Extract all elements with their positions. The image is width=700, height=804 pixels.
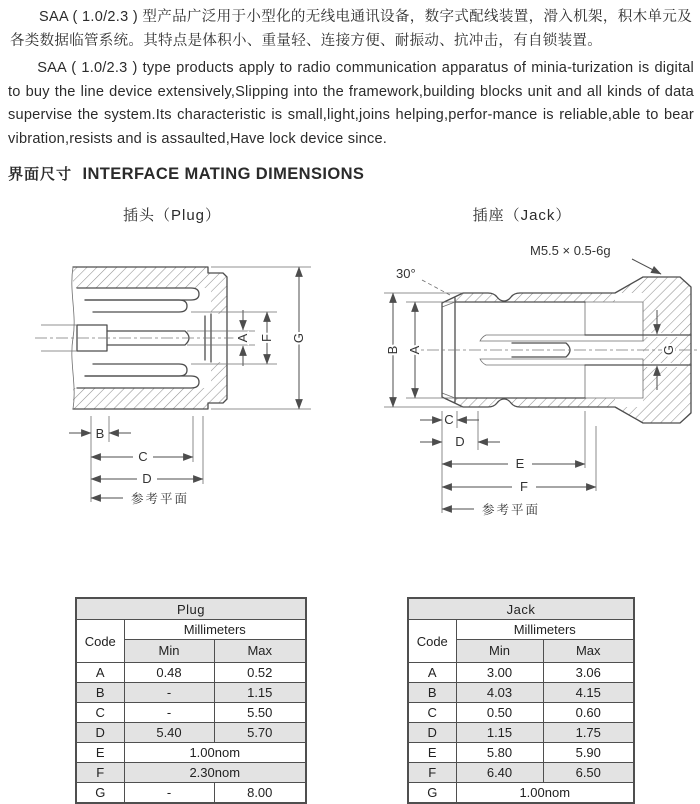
row-code: B [408, 683, 456, 703]
plug-table-title: Plug [76, 598, 306, 620]
plug-dim-label-d: D [142, 471, 152, 486]
row-nominal-value: 1.00nom [456, 783, 634, 804]
table-row [76, 703, 306, 723]
jack-dim-label-b: B [385, 345, 400, 355]
table-row [408, 783, 634, 804]
row-max: 8.00 [214, 783, 306, 804]
plug-outer-contact-top [77, 288, 199, 300]
plug-dimensions [69, 267, 311, 506]
row-max: 0.52 [214, 663, 306, 683]
row-max: 1.15 [214, 683, 306, 703]
jack-insulator-crosshatch-top [585, 302, 643, 335]
plug-dim-label-c: C [138, 449, 148, 464]
plug-dim-label-g: G [291, 332, 306, 344]
row-min: 6.40 [456, 763, 543, 783]
jack-table-header-unit: Millimeters [456, 620, 634, 640]
table-row [76, 683, 306, 703]
row-code: E [408, 743, 456, 763]
row-code: C [76, 703, 124, 723]
plug-outer-contact-bottom [77, 376, 199, 388]
row-code: D [76, 723, 124, 743]
row-max: 0.60 [543, 703, 634, 723]
table-row [76, 743, 306, 763]
row-code: C [408, 703, 456, 723]
jack-dim-label-a: A [407, 345, 422, 355]
table-row [408, 763, 634, 783]
jack-angle-label: 30° [396, 266, 416, 281]
plug-drawing-title: 插头（Plug） [122, 207, 222, 224]
jack-table-title: Jack [408, 598, 634, 620]
jack-table-header-max: Max [543, 640, 634, 663]
plug-inner-sleeve-top [85, 300, 187, 312]
row-max: 4.15 [543, 683, 634, 703]
table-row [76, 723, 306, 743]
jack-thread-callout: M5.5 × 0.5-6g [530, 243, 611, 258]
jack-contact-finger-top [480, 335, 643, 341]
row-code: B [76, 683, 124, 703]
jack-table-header-code: Code [408, 620, 456, 663]
jack-body [406, 277, 698, 423]
plug-shell-hatch-top [73, 267, 227, 314]
jack-table-header-min: Min [456, 640, 543, 663]
row-code: F [408, 763, 456, 783]
jack-dim-label-f: F [520, 479, 528, 494]
row-code: A [408, 663, 456, 683]
row-min: 5.40 [124, 723, 214, 743]
jack-annotations [396, 243, 661, 295]
intro-paragraph-zh: SAA ( 1.0/2.3 ) 型产品广泛用于小型化的无线电通讯设备，数字式配线装置，滑入机架，积木单元及各类数据临管系统。其特点是体积小、重量轻、连接方便、耐振动、抗冲击，有自锁装置。 [10, 9, 692, 49]
plug-dim-label-b: B [95, 426, 105, 441]
row-max: 3.06 [543, 663, 634, 683]
row-min: 5.80 [456, 743, 543, 763]
row-nominal-value: 1.00nom [124, 743, 306, 763]
row-max: 5.90 [543, 743, 634, 763]
row-max: 5.50 [214, 703, 306, 723]
table-row [408, 723, 634, 743]
row-min: - [124, 683, 214, 703]
plug-dimension-table [75, 597, 307, 804]
section-heading [8, 163, 364, 184]
plug-table-header-unit: Millimeters [124, 620, 306, 640]
row-code: A [76, 663, 124, 683]
row-max: 1.75 [543, 723, 634, 743]
section-heading-en: INTERFACE MATING DIMENSIONS [82, 165, 365, 183]
jack-dim-label-e: E [515, 456, 525, 471]
row-min: - [124, 703, 214, 723]
table-row [408, 743, 634, 763]
jack-thread-leader [632, 259, 661, 274]
row-nominal-value: 2.30nom [124, 763, 306, 783]
jack-reference-plane-label: 参考平面 [482, 503, 541, 517]
jack-dim-label-d: D [455, 434, 465, 449]
plug-reference-plane-label: 参考平面 [131, 492, 190, 506]
table-row [408, 703, 634, 723]
row-code: G [76, 783, 124, 804]
row-code: D [408, 723, 456, 743]
row-max: 5.70 [214, 723, 306, 743]
plug-shell-hatch-bottom [73, 362, 227, 409]
row-max: 6.50 [543, 763, 634, 783]
row-min: 1.15 [456, 723, 543, 743]
plug-table-header-max: Max [214, 640, 306, 663]
jack-insulator-crosshatch-bottom [585, 365, 643, 398]
plug-table-header-min: Min [124, 640, 214, 663]
row-code: F [76, 763, 124, 783]
table-row [408, 663, 634, 683]
jack-drawing-title: 插座（Jack） [472, 207, 572, 224]
jack-section-drawing [360, 228, 700, 530]
plug-section-drawing [15, 230, 350, 532]
table-row [408, 683, 634, 703]
table-row [76, 663, 306, 683]
table-row [76, 763, 306, 783]
row-min: - [124, 783, 214, 804]
plug-dim-label-a: A [235, 333, 250, 343]
row-min: 0.50 [456, 703, 543, 723]
jack-dim-label-c: C [444, 412, 454, 427]
table-row [76, 783, 306, 804]
section-heading-zh: 界面尺寸 [8, 166, 73, 183]
jack-contact-finger-bottom [480, 359, 643, 365]
intro-paragraph-en: SAA ( 1.0/2.3 ) type products apply to radio communication apparatus of minia-turization is digital to buy the line device extensively,Slipping into the framework,building blocks unit and all kinds of data supervise the system.Its characteristic is small,light,joins helping,perfor-mance is reliable,able to bear vibration,resists and is assaulted,Have lock device since. [8, 60, 694, 147]
row-min: 3.00 [456, 663, 543, 683]
row-min: 0.48 [124, 663, 214, 683]
row-code: E [76, 743, 124, 763]
jack-dim-label-g: G [661, 344, 676, 356]
plug-body [35, 267, 235, 409]
plug-table-header-code: Code [76, 620, 124, 663]
plug-dim-label-f: F [259, 334, 274, 342]
plug-inner-sleeve-bottom [85, 364, 187, 376]
jack-dimension-table [407, 597, 635, 804]
row-code: G [408, 783, 456, 804]
row-min: 4.03 [456, 683, 543, 703]
